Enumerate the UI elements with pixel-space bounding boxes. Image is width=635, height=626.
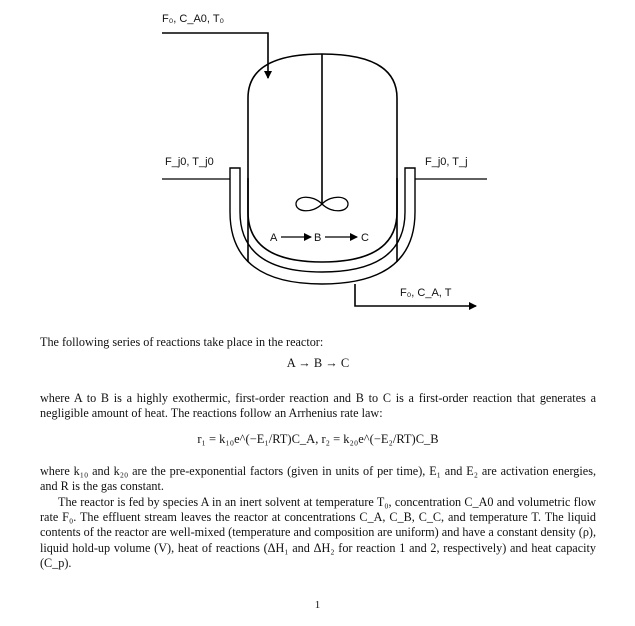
paragraph-parameters: where k₁₀ and k₂₀ are the pre-exponential factors (given in units of per time), E₁ and E₂ are activation energies, and R is the gas constant. [40,464,596,494]
species-c-label: C [361,232,369,244]
intro-text: The following series of reactions take place in the reactor: [40,335,324,349]
inlet-stream-line [162,33,268,78]
arrhenius-rate-law: r₁ = k₁₀e^(−E₁/RT)C_A, r₂ = k₂₀e^(−E₂/RT)C_B [197,432,439,446]
outlet-label: F₀, C_A, T [400,287,452,299]
inlet-label: F₀, C_A0, T₀ [162,13,225,25]
jacket-outlet-label: F_j0, T_j [425,156,468,168]
species-a-label: A [270,232,278,244]
paragraph-reaction-description: where A to B is a highly exothermic, first-order reaction and B to C is a first-order reaction that generates a negligible amount of heat. The reactions follow an Arrhenius rate law: [40,391,596,421]
reaction-scheme: A → B → C [286,356,350,370]
species-b-label: B [314,232,322,244]
page-number: 1 [314,599,321,611]
paragraph-reactor-feed: The reactor is fed by species A in an inert solvent at temperature T₀, concentration C_A0 and volumetric flow rate F₀. The effluent stream leaves the reactor at concentrations C_A, C_B, C_C, and temperature T. The liquid contents of the reactor are well-mixed (temperature and composition are uniform) and have a constant density (ρ), liquid hold-up volume (V), heat of reactions (ΔH₁ and ΔH₂ for reaction 1 and 2, respectively) and heat capacity (C_p). [40,495,597,570]
jacket-inlet-label: F_j0, T_j0 [165,156,214,168]
